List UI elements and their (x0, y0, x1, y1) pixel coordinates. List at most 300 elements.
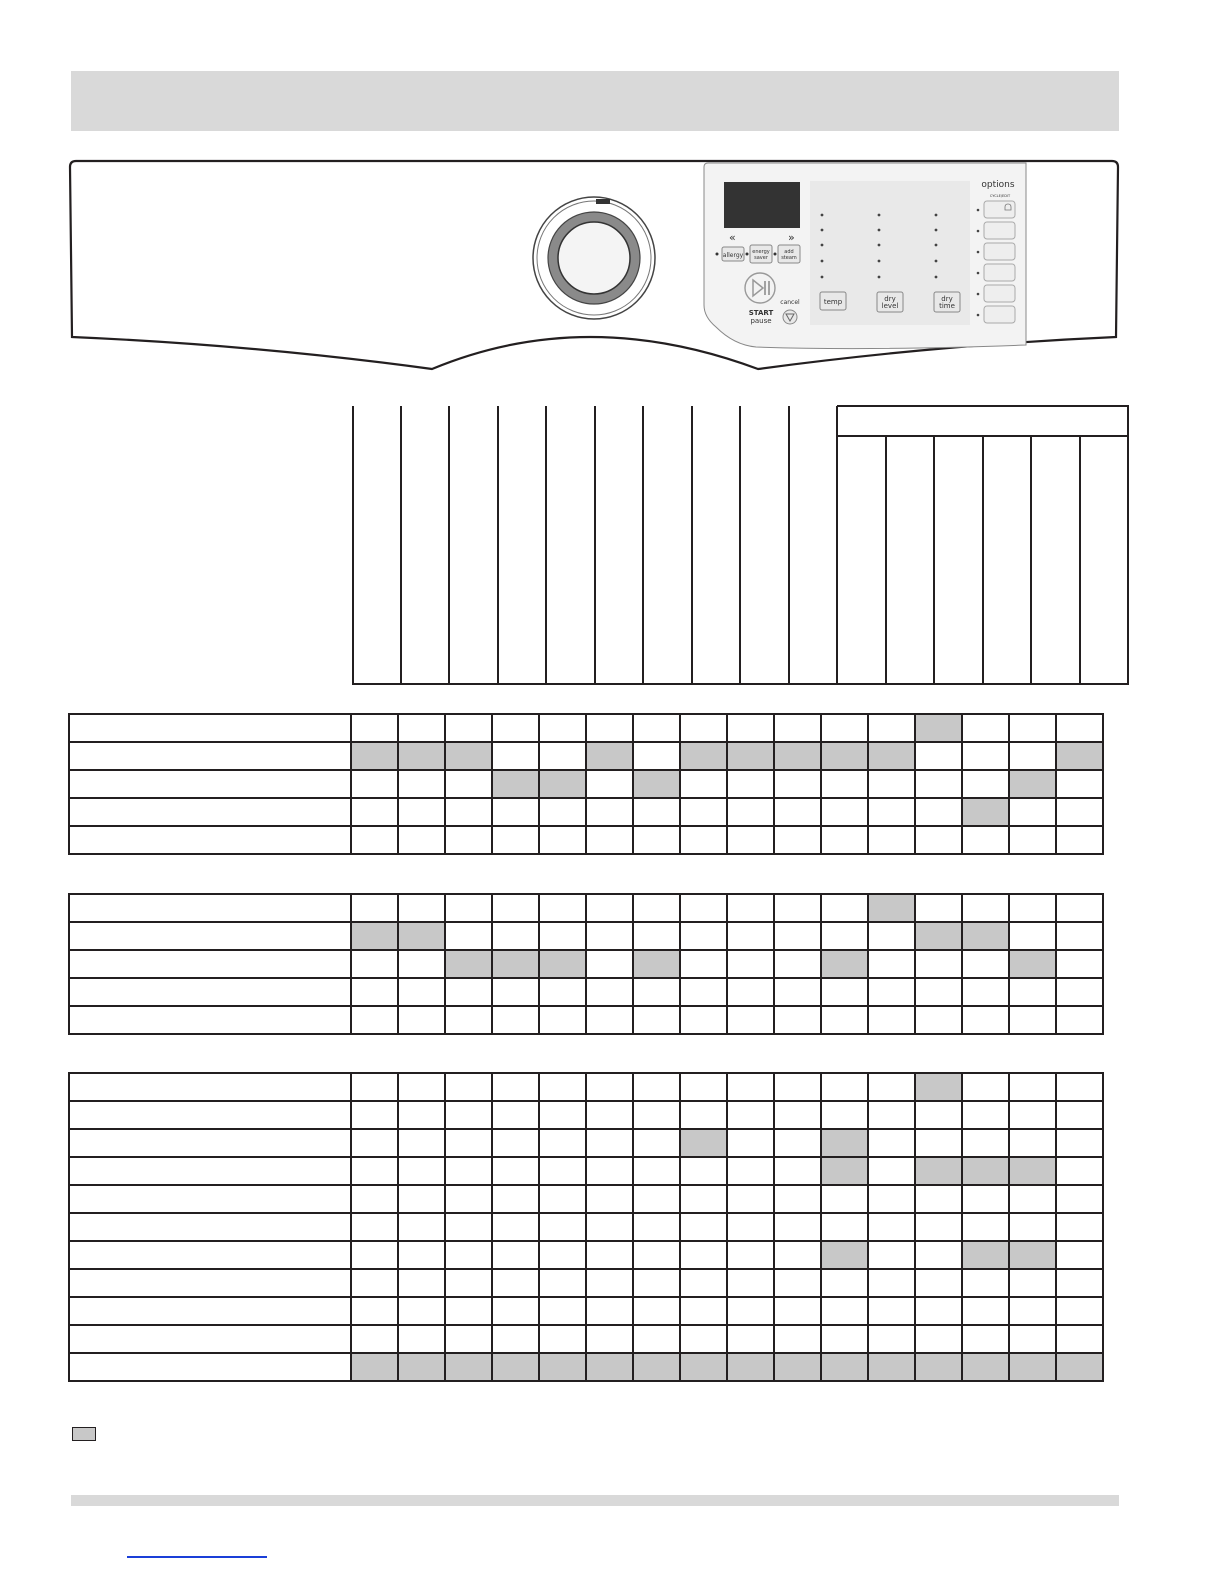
default-setting-cell (351, 742, 398, 770)
table-cell (586, 770, 633, 798)
table-cell (821, 826, 868, 854)
table-cell (915, 894, 962, 922)
table-cell (1056, 1269, 1103, 1297)
table-row (69, 894, 1103, 922)
default-setting-cell (915, 1353, 962, 1381)
table-cell (492, 1185, 539, 1213)
default-setting-cell (445, 742, 492, 770)
footer-link-underline[interactable] (127, 1556, 267, 1558)
table-cell (774, 922, 821, 950)
table-cell (586, 1297, 633, 1325)
table-cell (680, 1213, 727, 1241)
table-cell (821, 798, 868, 826)
table-cell (680, 1269, 727, 1297)
table-cell (680, 1297, 727, 1325)
row-label-cell (69, 826, 351, 854)
table-cell (1056, 1129, 1103, 1157)
table-cell (962, 950, 1009, 978)
table-cell (915, 978, 962, 1006)
default-setting-cell (868, 1353, 915, 1381)
table-cell (821, 1269, 868, 1297)
table-cell (492, 978, 539, 1006)
default-setting-cell (539, 950, 586, 978)
table-row (69, 1073, 1103, 1101)
table-cell (1009, 826, 1056, 854)
table-cell (398, 798, 445, 826)
table-cell (539, 978, 586, 1006)
table-cell (821, 770, 868, 798)
table-cell (351, 798, 398, 826)
table-cell (445, 922, 492, 950)
table-cell (351, 714, 398, 742)
table-cell (727, 1185, 774, 1213)
table-cell (868, 978, 915, 1006)
table-cell (398, 1325, 445, 1353)
table-cell (1009, 1073, 1056, 1101)
table-cell (680, 1006, 727, 1034)
table-row (69, 950, 1103, 978)
table-cell (1056, 798, 1103, 826)
table-cell (774, 714, 821, 742)
table-cell (351, 826, 398, 854)
table-cell (492, 1213, 539, 1241)
table-cell (962, 1213, 1009, 1241)
table-cell (727, 1129, 774, 1157)
svg-text:add: add (784, 249, 794, 255)
table-cell (633, 826, 680, 854)
table-row (69, 1353, 1103, 1381)
table-cell (586, 1185, 633, 1213)
svg-text:temp: temp (823, 298, 843, 306)
table-cell (1009, 1101, 1056, 1129)
table-cell (398, 826, 445, 854)
table-cell (868, 1241, 915, 1269)
table-cell (915, 1129, 962, 1157)
row-label-cell (69, 1325, 351, 1353)
table-cell (398, 1157, 445, 1185)
table-cell (680, 1325, 727, 1353)
default-setting-cell (727, 1353, 774, 1381)
table-cell (774, 978, 821, 1006)
table-cell (539, 1213, 586, 1241)
table-cell (1056, 1073, 1103, 1101)
table-row (69, 826, 1103, 854)
table-cell (680, 1157, 727, 1185)
table-cell (633, 798, 680, 826)
table-cell (680, 1185, 727, 1213)
row-label-cell (69, 1006, 351, 1034)
table-cell (351, 1006, 398, 1034)
svg-text:dry: dry (884, 295, 896, 303)
default-setting-cell (398, 1353, 445, 1381)
table-cell (821, 978, 868, 1006)
table-cell (351, 1129, 398, 1157)
table-cell (962, 1101, 1009, 1129)
table-cell (586, 950, 633, 978)
table-cell (915, 950, 962, 978)
table-cell (1056, 1101, 1103, 1129)
table-cell (492, 1297, 539, 1325)
table-cell (586, 1269, 633, 1297)
default-setting-cell (492, 950, 539, 978)
settings-table-3 (68, 1072, 1104, 1382)
table-cell (398, 714, 445, 742)
table-cell (492, 798, 539, 826)
table-cell (633, 978, 680, 1006)
table-cell (492, 826, 539, 854)
table-cell (915, 1297, 962, 1325)
table-cell (962, 1129, 1009, 1157)
table-cell (445, 978, 492, 1006)
table-cell (962, 1325, 1009, 1353)
table-cell (962, 1297, 1009, 1325)
table-cell (821, 1297, 868, 1325)
table-cell (539, 1185, 586, 1213)
table-cell (398, 1241, 445, 1269)
default-setting-cell (915, 1157, 962, 1185)
table-row (69, 714, 1103, 742)
table-cell (398, 1297, 445, 1325)
default-setting-cell (962, 922, 1009, 950)
table-row (69, 742, 1103, 770)
table-cell (445, 1157, 492, 1185)
table-cell (351, 1157, 398, 1185)
table-cell (774, 1269, 821, 1297)
table-cell (445, 1185, 492, 1213)
table-cell (351, 1185, 398, 1213)
table-cell (1009, 714, 1056, 742)
table-cell (492, 1101, 539, 1129)
table-cell (915, 1101, 962, 1129)
default-setting-cell (821, 742, 868, 770)
table-cell (680, 714, 727, 742)
default-setting-cell (680, 742, 727, 770)
table-cell (633, 894, 680, 922)
table-cell (539, 1241, 586, 1269)
table-row (69, 1213, 1103, 1241)
table-cell (868, 1325, 915, 1353)
table-cell (727, 1006, 774, 1034)
table-cell (539, 1073, 586, 1101)
row-label-cell (69, 1269, 351, 1297)
table-cell (680, 798, 727, 826)
table-cell (633, 1213, 680, 1241)
table-cell (1056, 922, 1103, 950)
table-cell (868, 1269, 915, 1297)
table-cell (962, 1185, 1009, 1213)
table-row (69, 1006, 1103, 1034)
table-row (69, 1157, 1103, 1185)
default-setting-cell (774, 1353, 821, 1381)
table-row (69, 1325, 1103, 1353)
table-cell (774, 1241, 821, 1269)
default-setting-cell (1009, 950, 1056, 978)
table-cell (398, 1129, 445, 1157)
default-setting-cell (915, 1073, 962, 1101)
table-cell (962, 714, 1009, 742)
default-setting-cell (962, 1241, 1009, 1269)
table-cell (915, 770, 962, 798)
table-cell (774, 950, 821, 978)
table-cell (962, 894, 1009, 922)
table-cell (633, 1297, 680, 1325)
table-cell (633, 714, 680, 742)
table-cell (727, 1241, 774, 1269)
table-cell (633, 1006, 680, 1034)
table-cell (586, 1325, 633, 1353)
table-cell (633, 1129, 680, 1157)
table-row (69, 1297, 1103, 1325)
row-label-cell (69, 922, 351, 950)
table-cell (351, 1213, 398, 1241)
table-cell (727, 978, 774, 1006)
table-cell (868, 950, 915, 978)
table-cell (586, 1157, 633, 1185)
table-cell (821, 714, 868, 742)
table-cell (915, 742, 962, 770)
table-cell (492, 714, 539, 742)
table-cell (633, 1101, 680, 1129)
row-label-cell (69, 1353, 351, 1381)
table-cell (727, 798, 774, 826)
table-cell (774, 798, 821, 826)
table-row (69, 1129, 1103, 1157)
default-setting-cell (680, 1353, 727, 1381)
table-cell (962, 742, 1009, 770)
default-setting-cell (962, 798, 1009, 826)
default-setting-cell (868, 894, 915, 922)
table-cell (445, 1269, 492, 1297)
table-cell (962, 1073, 1009, 1101)
table-cell (445, 770, 492, 798)
table-cell (633, 1185, 680, 1213)
table-cell (727, 826, 774, 854)
options-sublabel: CYCLE/EDIT (989, 194, 1011, 198)
svg-text:allergy: allergy (722, 252, 744, 259)
table-cell (351, 1073, 398, 1101)
table-cell (492, 1157, 539, 1185)
table-cell (445, 1006, 492, 1034)
default-setting-cell (586, 742, 633, 770)
table-cell (680, 1241, 727, 1269)
legend-swatch (72, 1427, 96, 1441)
svg-text:level: level (881, 302, 899, 310)
default-setting-cell (351, 922, 398, 950)
row-label-cell (69, 798, 351, 826)
table-cell (1056, 826, 1103, 854)
table-cell (539, 826, 586, 854)
table-cell (1056, 770, 1103, 798)
table-cell (868, 826, 915, 854)
table-cell (351, 1241, 398, 1269)
svg-text:steam: steam (781, 255, 797, 261)
table-cell (351, 1297, 398, 1325)
table-cell (445, 894, 492, 922)
table-cell (868, 1073, 915, 1101)
table-cell (1056, 978, 1103, 1006)
table-cell (1056, 1157, 1103, 1185)
table-cell (821, 1213, 868, 1241)
default-setting-cell (962, 1157, 1009, 1185)
row-label-cell (69, 1129, 351, 1157)
table-cell (1056, 714, 1103, 742)
table-cell (351, 950, 398, 978)
default-setting-cell (398, 742, 445, 770)
table-cell (445, 1073, 492, 1101)
default-setting-cell (1009, 770, 1056, 798)
default-setting-cell (915, 714, 962, 742)
table-cell (821, 1073, 868, 1101)
default-setting-cell (1009, 1241, 1056, 1269)
table-cell (774, 1325, 821, 1353)
default-setting-cell (539, 770, 586, 798)
default-setting-cell (821, 1129, 868, 1157)
right-arrows: » (788, 231, 795, 244)
table-cell (915, 1325, 962, 1353)
table-cell (727, 1213, 774, 1241)
table-cell (398, 1213, 445, 1241)
column-header-grid (0, 0, 1224, 700)
table-cell (351, 1101, 398, 1129)
table-cell (821, 1006, 868, 1034)
table-cell (586, 978, 633, 1006)
table-cell (539, 1325, 586, 1353)
default-setting-cell (633, 950, 680, 978)
table-row (69, 1185, 1103, 1213)
table-cell (915, 1241, 962, 1269)
row-label-cell (69, 770, 351, 798)
default-setting-cell (633, 770, 680, 798)
table-cell (868, 770, 915, 798)
table-cell (1056, 894, 1103, 922)
default-setting-cell (1056, 1353, 1103, 1381)
table-cell (492, 1006, 539, 1034)
table-cell (398, 1185, 445, 1213)
table-cell (774, 1006, 821, 1034)
table-cell (445, 1297, 492, 1325)
svg-text:saver: saver (754, 255, 768, 261)
footer-bar (71, 1495, 1119, 1506)
row-label-cell (69, 1073, 351, 1101)
table-cell (868, 1129, 915, 1157)
table-cell (915, 1213, 962, 1241)
table-cell (1056, 1185, 1103, 1213)
table-cell (868, 1213, 915, 1241)
table-cell (1056, 1325, 1103, 1353)
table-cell (445, 1129, 492, 1157)
table-cell (868, 798, 915, 826)
cancel-label: cancel (780, 299, 800, 306)
row-label-cell (69, 714, 351, 742)
table-row (69, 922, 1103, 950)
table-cell (774, 1157, 821, 1185)
table-cell (962, 1269, 1009, 1297)
table-cell (821, 894, 868, 922)
table-cell (445, 714, 492, 742)
table-cell (492, 1073, 539, 1101)
table-cell (868, 1101, 915, 1129)
table-cell (915, 798, 962, 826)
table-cell (1009, 922, 1056, 950)
table-cell (1009, 1297, 1056, 1325)
table-cell (633, 1269, 680, 1297)
table-cell (727, 1269, 774, 1297)
table-cell (539, 1129, 586, 1157)
table-cell (445, 1325, 492, 1353)
table-cell (962, 770, 1009, 798)
table-cell (539, 922, 586, 950)
table-row (69, 1241, 1103, 1269)
table-cell (586, 1129, 633, 1157)
row-label-cell (69, 894, 351, 922)
table-cell (727, 770, 774, 798)
table-cell (539, 798, 586, 826)
table-cell (727, 1325, 774, 1353)
table-cell (868, 714, 915, 742)
settings-table-2 (68, 893, 1104, 1035)
table-cell (445, 1241, 492, 1269)
table-cell (633, 1325, 680, 1353)
table-cell (1056, 950, 1103, 978)
table-cell (633, 1157, 680, 1185)
table-cell (586, 894, 633, 922)
table-cell (492, 1241, 539, 1269)
table-cell (915, 826, 962, 854)
table-cell (633, 1073, 680, 1101)
table-cell (445, 798, 492, 826)
table-cell (821, 1185, 868, 1213)
table-cell (1009, 978, 1056, 1006)
options-label: options (981, 180, 1015, 190)
table-cell (1009, 894, 1056, 922)
table-cell (821, 922, 868, 950)
table-cell (962, 826, 1009, 854)
start-label: START (748, 309, 774, 317)
default-setting-cell (962, 1353, 1009, 1381)
table-cell (1009, 742, 1056, 770)
table-cell (539, 1157, 586, 1185)
table-cell (351, 1325, 398, 1353)
table-cell (633, 742, 680, 770)
default-setting-cell (492, 770, 539, 798)
default-setting-cell (1009, 1353, 1056, 1381)
default-setting-cell (774, 742, 821, 770)
table-cell (492, 1269, 539, 1297)
table-cell (727, 922, 774, 950)
row-label-cell (69, 978, 351, 1006)
table-cell (1009, 1006, 1056, 1034)
default-setting-cell (351, 1353, 398, 1381)
table-cell (774, 1297, 821, 1325)
table-cell (586, 798, 633, 826)
table-cell (398, 978, 445, 1006)
table-cell (1009, 1269, 1056, 1297)
default-setting-cell (821, 1353, 868, 1381)
table-cell (398, 1006, 445, 1034)
table-cell (351, 770, 398, 798)
default-setting-cell (821, 950, 868, 978)
default-setting-cell (1009, 1157, 1056, 1185)
table-cell (492, 894, 539, 922)
table-cell (1009, 1185, 1056, 1213)
table-cell (727, 1101, 774, 1129)
table-cell (539, 714, 586, 742)
table-cell (774, 1073, 821, 1101)
table-cell (774, 1129, 821, 1157)
row-label-cell (69, 742, 351, 770)
table-cell (1009, 1129, 1056, 1157)
table-cell (398, 1269, 445, 1297)
